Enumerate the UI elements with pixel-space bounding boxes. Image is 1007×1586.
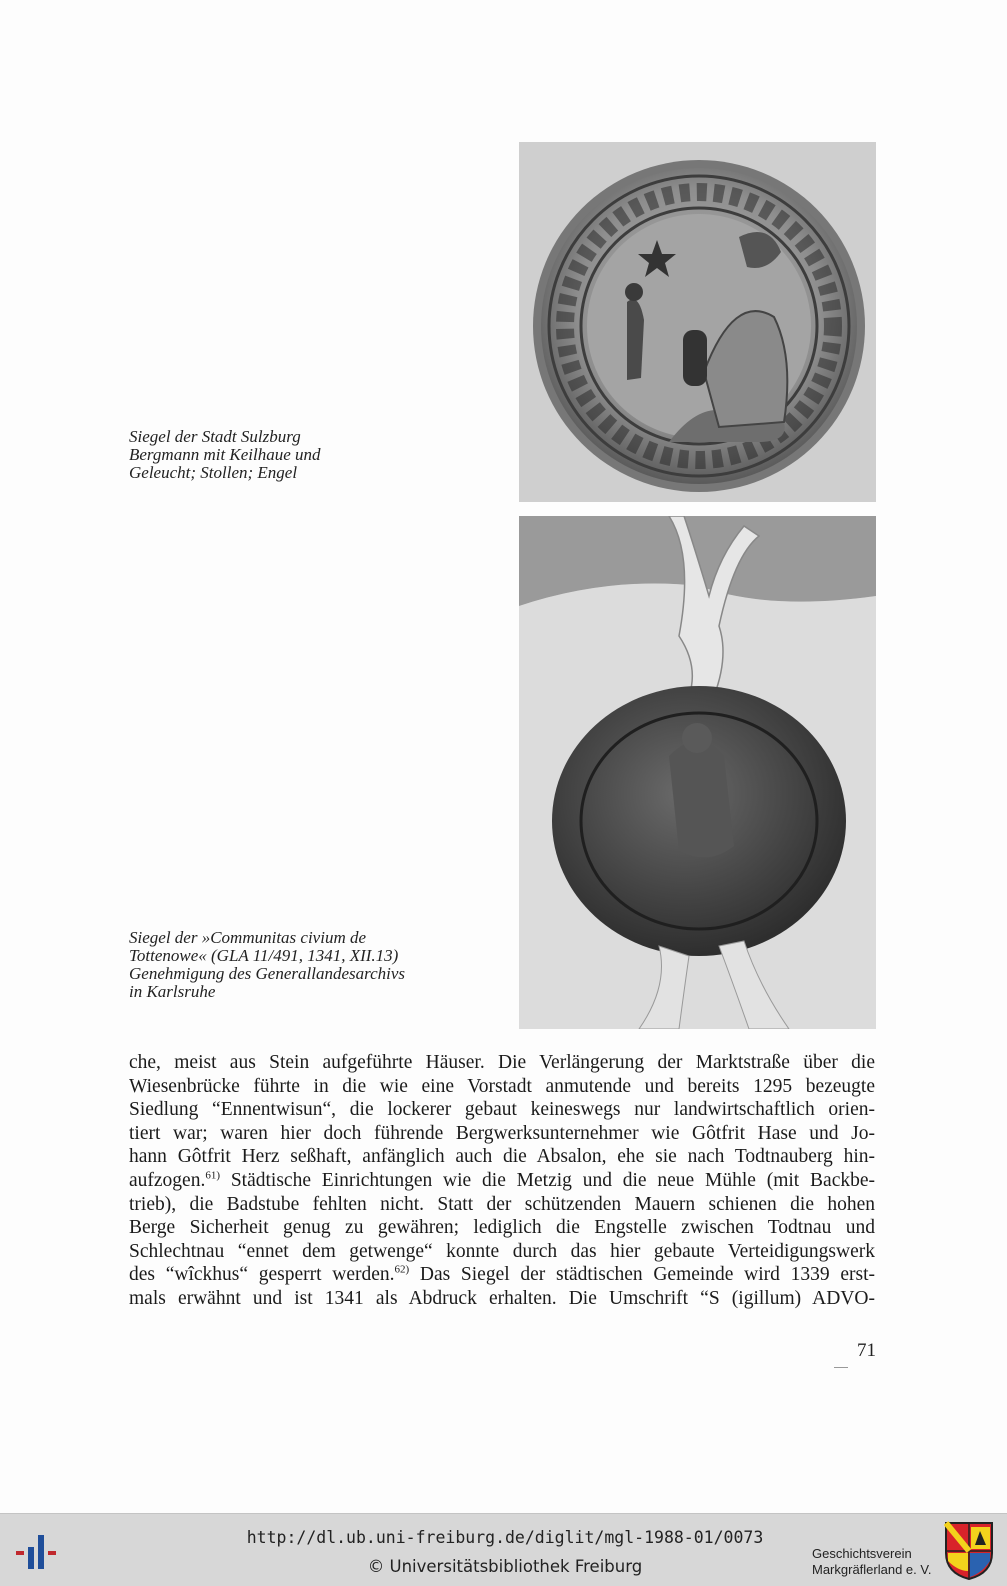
permalink-url[interactable]: http://dl.ub.uni-freiburg.de/diglit/mgl-1988-01/0073 [246, 1528, 764, 1547]
text-fragment: Das Siegel der städtischen Gemeinde wird 1339 erst- [409, 1264, 875, 1286]
publisher-line: Markgräflerland e. V. [812, 1562, 932, 1577]
text-line: trieb), die Badstube fehlten nicht. Statt der schützenden Mauern schienen die hohen [129, 1193, 875, 1215]
caption-line: Tottenowe« (GLA 11/491, 1341, XII.13) [129, 946, 399, 965]
caption-line: Geleucht; Stollen; Engel [129, 463, 298, 482]
text-line: Siedlung “Ennentwisun“, die lockerer gebaut keineswegs nur landwirtschaftlich orien- [129, 1099, 875, 1121]
text-line: che, meist aus Stein aufgeführte Häuser. Die Verlängerung der Marktstraße über die [129, 1052, 875, 1073]
seal-sulzburg-photo [519, 142, 876, 502]
text-line: Schlechtnau “ennet dem getwenge“ konnte durch das hier gebaute Verteidigungswerk [129, 1240, 875, 1262]
library-logo-icon[interactable] [16, 1531, 64, 1573]
text-line [129, 1263, 875, 1287]
body-paragraph [129, 1051, 875, 1311]
footnote-ref-61: 61) [205, 1169, 221, 1182]
publisher-name [812, 1546, 952, 1578]
text-line: hann Gôtfrit Herz seßhaft, anfänglich auch die Absalon, ehe sie nach Todtnauberg hin- [129, 1146, 875, 1168]
text-line: Berge Sicherheit genug zu gewähren; lediglich die Engstelle zwischen Todtnau und [129, 1217, 875, 1239]
caption-line: Bergmann mit Keilhaue und [129, 445, 321, 464]
caption-line: Siegel der Stadt Sulzburg [129, 427, 301, 446]
coat-of-arms-icon [944, 1521, 994, 1581]
seal-todtnau-photo [519, 516, 876, 1029]
caption-seal-sulzburg [129, 428, 459, 482]
page-number: 71 [857, 1340, 876, 1361]
text-fragment: Städtische Einrichtungen wie die Metzig und die neue Mühle (mit Backbe- [220, 1169, 875, 1191]
publisher-line: Geschichtsverein [812, 1546, 912, 1561]
caption-line: Siegel der »Communitas civium de [129, 928, 367, 947]
copyright-notice: © Universitätsbibliothek Freiburg [367, 1557, 643, 1576]
page-number-rule [834, 1367, 848, 1368]
footnote-ref-62: 62) [394, 1263, 410, 1276]
text-fragment: des “wîckhus“ gesperrt werden. [129, 1264, 395, 1286]
caption-seal-todtnau [129, 929, 459, 1001]
text-line: Wiesenbrücke führte in die wie eine Vorstadt anmutende und bereits 1295 bezeugte [129, 1075, 875, 1097]
text-line [129, 1169, 875, 1193]
caption-line: in Karlsruhe [129, 982, 216, 1001]
text-line: tiert war; waren hier doch führende Bergwerksunternehmer wie Gôtfrit Hase und Jo- [129, 1122, 875, 1144]
viewer-footer [0, 1513, 1007, 1586]
text-line: mals erwähnt und ist 1341 als Abdruck erhalten. Die Umschrift “S (igillum) ADVO- [129, 1287, 875, 1309]
text-fragment: aufzogen. [129, 1169, 206, 1191]
caption-line: Genehmigung des Generallandesarchivs [129, 964, 406, 983]
